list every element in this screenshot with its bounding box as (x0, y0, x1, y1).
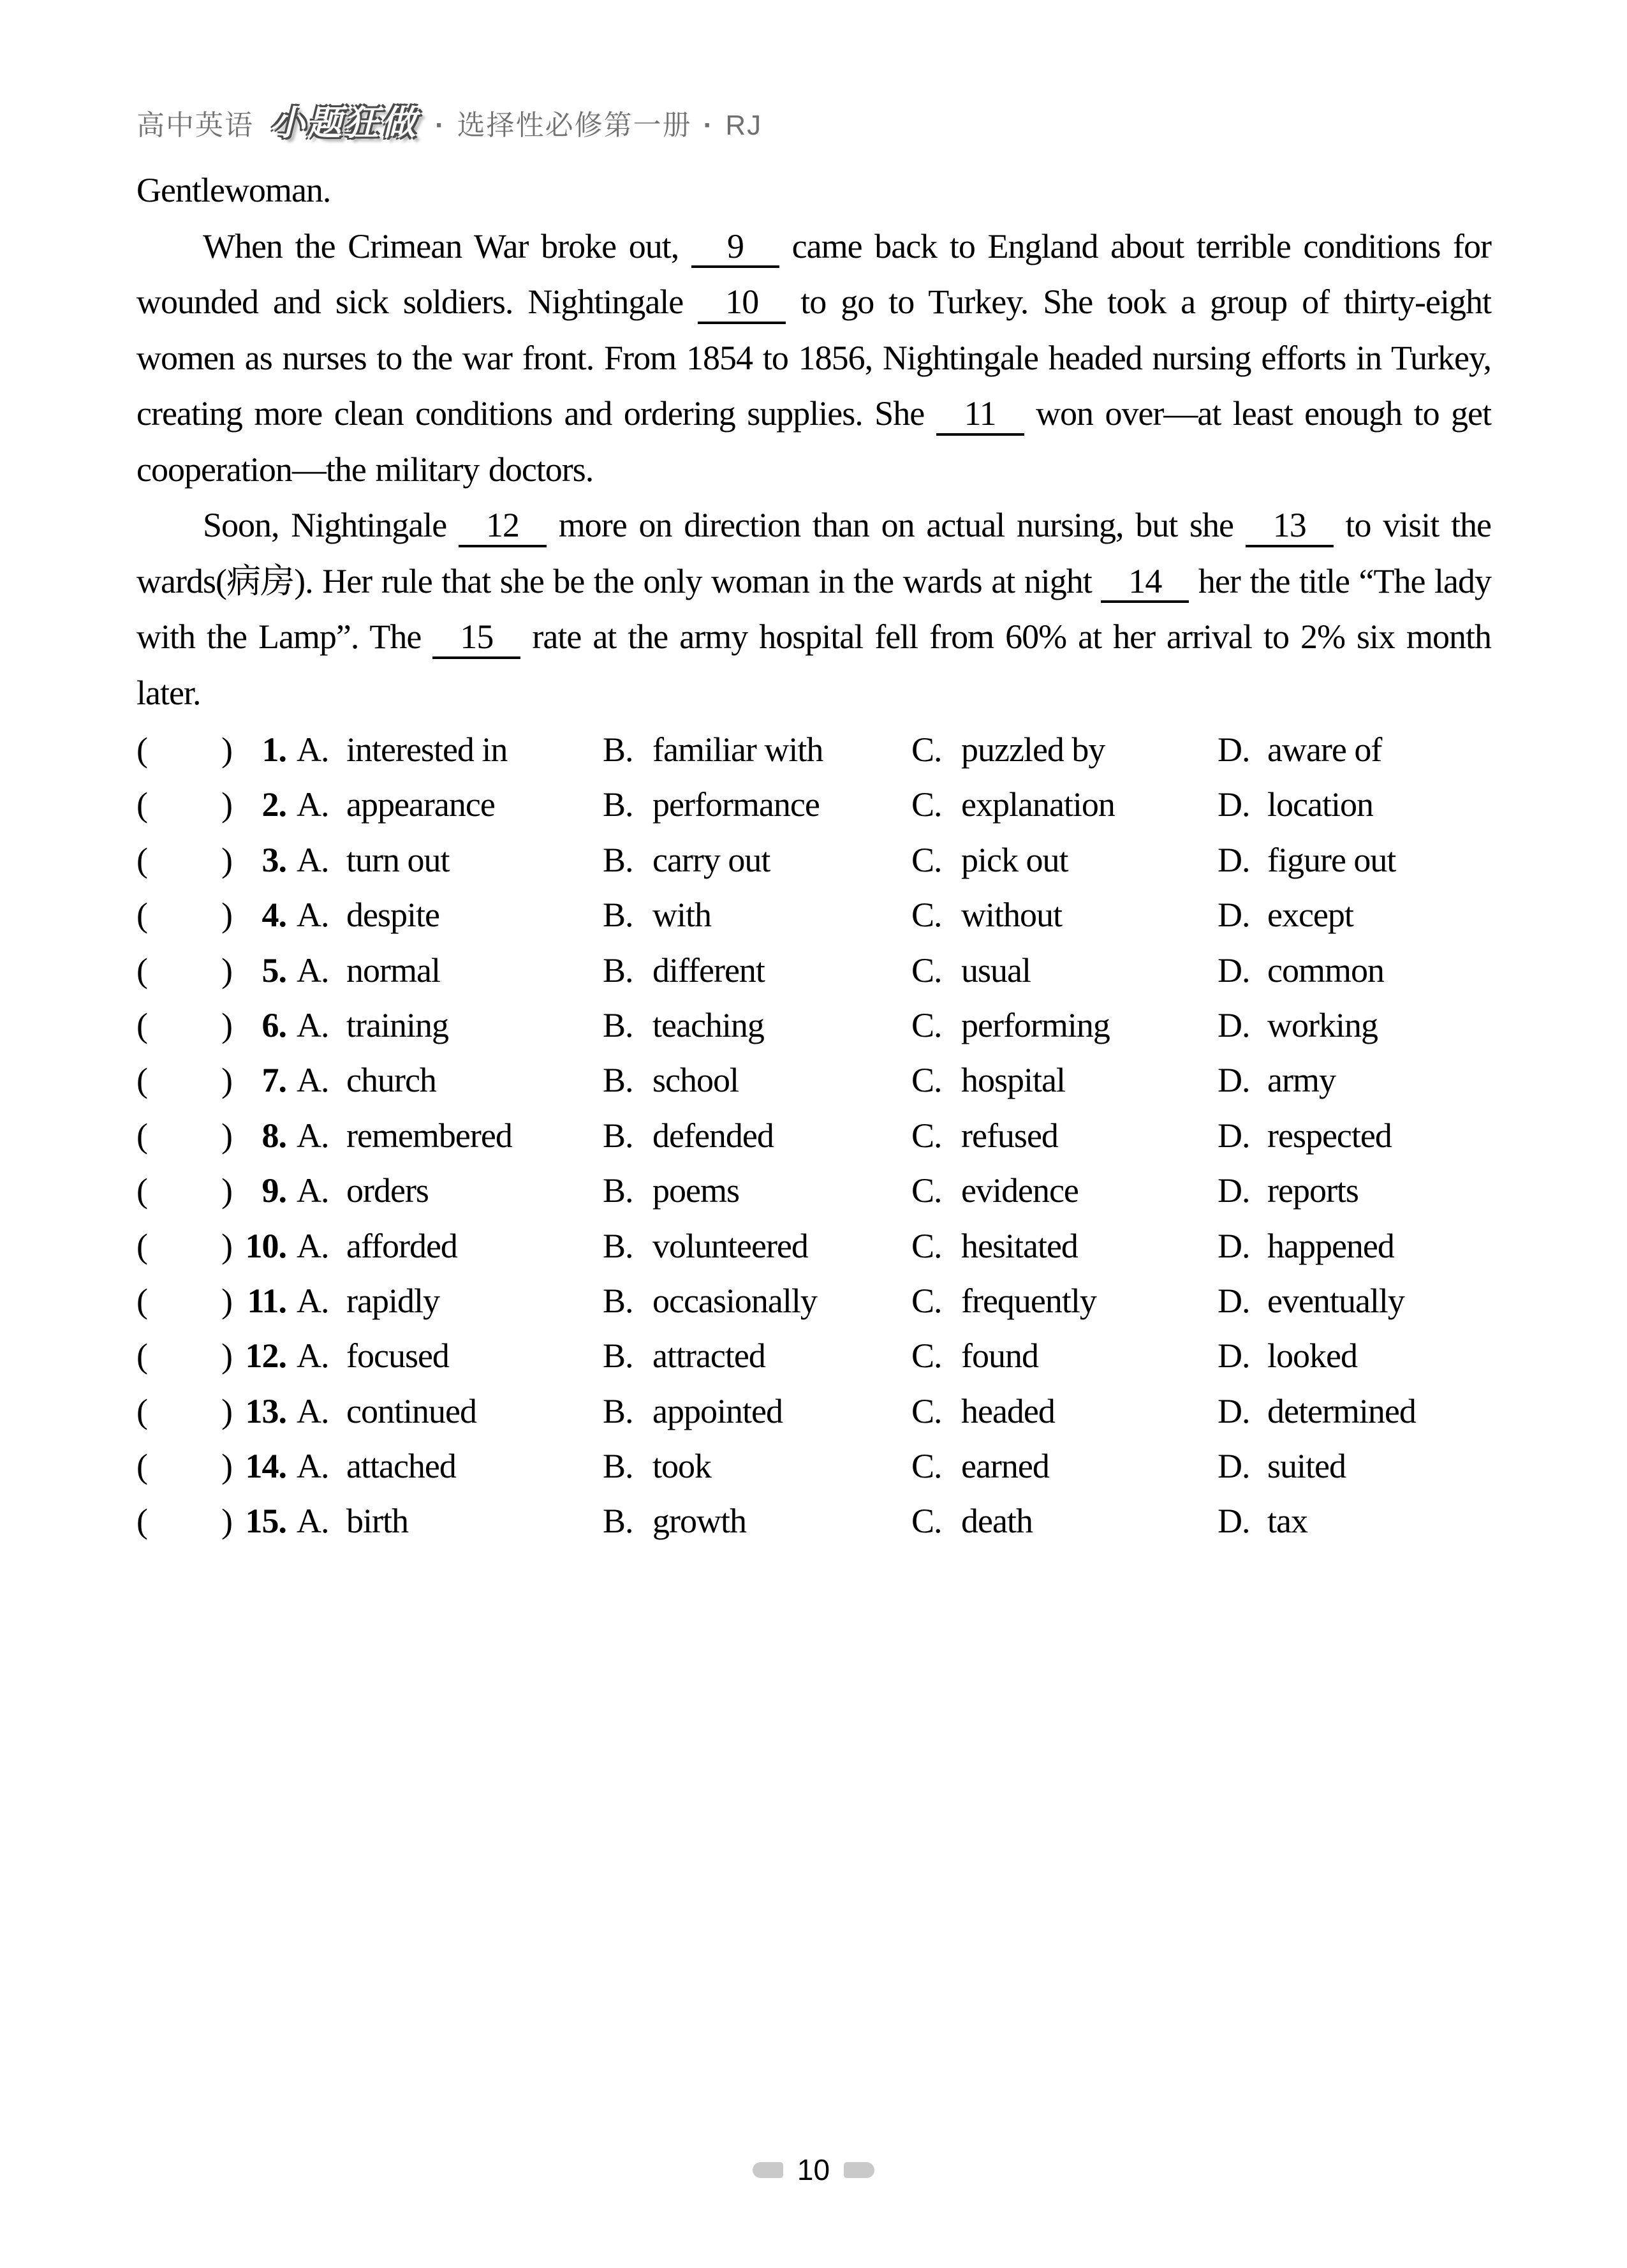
question-number: 1. (261, 730, 286, 769)
option-text: earned (961, 1447, 1049, 1486)
option-b (603, 722, 911, 777)
option-a (297, 1384, 603, 1439)
answer-paren-open: ( (136, 1061, 147, 1100)
option-letter: A. (297, 1226, 329, 1265)
option-text: pick out (961, 840, 1068, 879)
answer-paren-close: ) (221, 1337, 232, 1375)
option-letter: B. (603, 1171, 633, 1210)
option-text: eventually (1267, 1281, 1404, 1320)
question-row-3 (136, 833, 1491, 887)
option-b (603, 1219, 911, 1273)
option-text: with (652, 896, 712, 935)
option-text: refused (961, 1116, 1058, 1155)
option-letter: A. (297, 1502, 329, 1541)
option-text: poems (652, 1171, 739, 1210)
option-letter: C. (911, 1502, 942, 1541)
option-text: school (652, 1061, 739, 1100)
question-number: 14. (245, 1447, 286, 1486)
cloze-blank-9: 9 (691, 228, 779, 269)
answer-paren-open: ( (136, 1005, 147, 1044)
option-text: church (346, 1061, 436, 1100)
question-number: 5. (261, 951, 286, 989)
answer-paren-open: ( (136, 951, 147, 989)
option-c (911, 833, 1218, 887)
answer-head (136, 722, 297, 777)
option-c (911, 1163, 1218, 1218)
option-letter: C. (911, 1447, 942, 1486)
option-text: tax (1267, 1502, 1307, 1541)
cloze-blank-10: 10 (698, 284, 786, 324)
page-content (136, 163, 1491, 1549)
text-run: came back to England about terrible conditions for wounded and sick soldiers. Nightingale (136, 226, 1491, 321)
option-text: attracted (652, 1337, 765, 1375)
text-run: Gentlewoman. (136, 171, 331, 209)
option-text: appearance (346, 785, 495, 824)
answer-head (136, 998, 297, 1053)
question-row-12 (136, 1328, 1491, 1383)
answer-paren-open: ( (136, 1171, 147, 1210)
question-row-4 (136, 887, 1491, 942)
answer-paren-open: ( (136, 730, 147, 769)
option-a (297, 1439, 603, 1493)
answer-paren-close: ) (221, 840, 232, 879)
option-a (297, 1108, 603, 1163)
answer-paren-open: ( (136, 840, 147, 879)
option-letter: C. (911, 1281, 942, 1320)
option-letter: B. (603, 1281, 633, 1320)
option-letter: D. (1218, 1116, 1250, 1155)
text-run: to visit the wards(病房). Her rule that she be the only woman in the wards at night (136, 506, 1492, 600)
option-d (1218, 777, 1491, 832)
option-letter: C. (911, 1391, 942, 1430)
option-text: appointed (652, 1391, 783, 1430)
option-text: took (652, 1447, 712, 1486)
option-letter: D. (1218, 730, 1250, 769)
option-a (297, 943, 603, 998)
question-row-5 (136, 943, 1491, 998)
text-run: When the Crimean War broke out, (203, 226, 691, 265)
option-text: growth (652, 1502, 746, 1541)
edition-code: RJ (725, 110, 763, 141)
book-title: 选择性必修第一册 (457, 110, 692, 141)
option-a (297, 1219, 603, 1273)
option-text: turn out (346, 840, 450, 879)
option-letter: A. (297, 1005, 329, 1044)
option-letter: D. (1218, 951, 1250, 989)
option-d (1218, 833, 1491, 887)
answer-paren-close: ) (221, 1502, 232, 1541)
option-b (603, 1053, 911, 1108)
answer-paren-open: ( (136, 1116, 147, 1155)
option-letter: C. (911, 1226, 942, 1265)
option-text: suited (1267, 1447, 1346, 1486)
question-list (136, 722, 1491, 1549)
question-row-10 (136, 1219, 1491, 1273)
option-letter: A. (297, 1116, 329, 1155)
option-text: death (961, 1502, 1033, 1541)
option-text: respected (1267, 1116, 1392, 1155)
option-text: normal (346, 951, 440, 989)
answer-head (136, 887, 297, 942)
question-number: 9. (261, 1171, 286, 1210)
option-d (1218, 1053, 1491, 1108)
option-letter: D. (1218, 1337, 1250, 1375)
option-text: determined (1267, 1391, 1416, 1430)
option-text: common (1267, 951, 1384, 989)
option-text: performing (961, 1005, 1110, 1044)
question-number: 15. (245, 1502, 286, 1541)
option-d (1218, 1328, 1491, 1383)
option-letter: D. (1218, 896, 1250, 935)
option-b (603, 777, 911, 832)
option-b (603, 1439, 911, 1493)
option-text: working (1267, 1005, 1378, 1044)
passage-paragraph (136, 219, 1491, 498)
option-c (911, 1053, 1218, 1108)
answer-paren-close: ) (221, 1226, 232, 1265)
option-letter: A. (297, 896, 329, 935)
option-a (297, 1273, 603, 1328)
answer-paren-close: ) (221, 1281, 232, 1320)
question-row-11 (136, 1273, 1491, 1328)
option-text: performance (652, 785, 820, 824)
option-b (603, 943, 911, 998)
separator-dot: · (703, 110, 714, 141)
option-text: remembered (346, 1116, 512, 1155)
text-run: rate at the army hospital fell from 60% at her arrival to 2% six month later. (136, 618, 1491, 712)
option-b (603, 833, 911, 887)
option-d (1218, 1108, 1491, 1163)
option-text: hesitated (961, 1226, 1078, 1265)
option-text: frequently (961, 1281, 1096, 1320)
answer-paren-close: ) (221, 951, 232, 989)
question-number: 8. (261, 1116, 286, 1155)
answer-paren-close: ) (221, 1171, 232, 1210)
option-c (911, 722, 1218, 777)
option-letter: C. (911, 896, 942, 935)
answer-head (136, 1384, 297, 1439)
option-c (911, 1108, 1218, 1163)
answer-head (136, 1328, 297, 1383)
option-letter: C. (911, 840, 942, 879)
course-name: 高中英语 (136, 110, 254, 141)
option-text: figure out (1267, 840, 1396, 879)
answer-head (136, 1163, 297, 1218)
option-d (1218, 1384, 1491, 1439)
option-text: different (652, 951, 765, 989)
answer-paren-close: ) (221, 785, 232, 824)
option-letter: D. (1218, 1281, 1250, 1320)
option-c (911, 777, 1218, 832)
answer-paren-close: ) (221, 1005, 232, 1044)
answer-head (136, 1493, 297, 1548)
option-a (297, 1053, 603, 1108)
answer-paren-open: ( (136, 1226, 147, 1265)
option-b (603, 887, 911, 942)
answer-paren-open: ( (136, 1281, 147, 1320)
option-letter: A. (297, 1281, 329, 1320)
cloze-blank-13: 13 (1246, 507, 1334, 547)
cloze-blank-12: 12 (459, 507, 547, 547)
question-number: 2. (261, 785, 286, 824)
question-row-13 (136, 1384, 1491, 1439)
option-c (911, 943, 1218, 998)
option-text: army (1267, 1061, 1336, 1100)
answer-head (136, 1273, 297, 1328)
option-letter: B. (603, 840, 633, 879)
option-text: except (1267, 896, 1353, 935)
question-number: 13. (245, 1391, 286, 1430)
option-text: occasionally (652, 1281, 817, 1320)
option-b (603, 1493, 911, 1548)
option-text: interested in (346, 730, 508, 769)
text-run: won over—at least enough to get cooperation—the military doctors. (136, 394, 1491, 489)
question-row-15 (136, 1493, 1491, 1548)
option-letter: A. (297, 951, 329, 989)
option-letter: B. (603, 1005, 633, 1044)
option-text: orders (346, 1171, 429, 1210)
option-letter: D. (1218, 1171, 1250, 1210)
option-letter: C. (911, 1337, 942, 1375)
answer-head (136, 833, 297, 887)
option-b (603, 998, 911, 1053)
option-d (1218, 887, 1491, 942)
page-number: 10 (797, 2153, 830, 2186)
option-letter: D. (1218, 1005, 1250, 1044)
option-a (297, 998, 603, 1053)
option-letter: C. (911, 730, 942, 769)
option-letter: D. (1218, 1226, 1250, 1265)
option-text: attached (346, 1447, 456, 1486)
text-run: Soon, Nightingale (203, 506, 459, 544)
option-d (1218, 1493, 1491, 1548)
answer-paren-close: ) (221, 896, 232, 935)
question-number: 4. (261, 896, 286, 935)
cloze-passage (136, 163, 1491, 721)
option-a (297, 777, 603, 832)
option-a (297, 1493, 603, 1548)
option-b (603, 1273, 911, 1328)
option-text: birth (346, 1502, 408, 1541)
option-letter: C. (911, 951, 942, 989)
option-letter: C. (911, 1005, 942, 1044)
question-number: 10. (245, 1226, 286, 1265)
option-a (297, 887, 603, 942)
option-text: familiar with (652, 730, 823, 769)
answer-paren-close: ) (221, 1391, 232, 1430)
option-letter: C. (911, 1171, 942, 1210)
option-text: hospital (961, 1061, 1065, 1100)
option-d (1218, 722, 1491, 777)
option-a (297, 1328, 603, 1383)
page-footer (0, 2153, 1627, 2187)
option-c (911, 998, 1218, 1053)
answer-head (136, 1053, 297, 1108)
option-d (1218, 1163, 1491, 1218)
answer-paren-open: ( (136, 896, 147, 935)
answer-paren-close: ) (221, 730, 232, 769)
option-letter: C. (911, 785, 942, 824)
option-c (911, 1493, 1218, 1548)
option-letter: A. (297, 1171, 329, 1210)
option-b (603, 1108, 911, 1163)
option-text: reports (1267, 1171, 1358, 1210)
option-b (603, 1163, 911, 1218)
option-letter: B. (603, 1226, 633, 1265)
option-text: usual (961, 951, 1031, 989)
option-letter: A. (297, 730, 329, 769)
option-letter: B. (603, 1061, 633, 1100)
option-letter: D. (1218, 840, 1250, 879)
option-a (297, 722, 603, 777)
question-number: 12. (245, 1337, 286, 1375)
option-letter: B. (603, 896, 633, 935)
option-text: carry out (652, 840, 770, 879)
option-text: headed (961, 1391, 1055, 1430)
option-c (911, 1328, 1218, 1383)
option-c (911, 1219, 1218, 1273)
option-d (1218, 1273, 1491, 1328)
option-d (1218, 943, 1491, 998)
option-letter: A. (297, 785, 329, 824)
option-d (1218, 1219, 1491, 1273)
option-text: continued (346, 1391, 476, 1430)
cloze-blank-15: 15 (432, 619, 520, 659)
option-text: location (1267, 785, 1373, 824)
option-letter: B. (603, 785, 633, 824)
answer-paren-open: ( (136, 1391, 147, 1430)
option-letter: B. (603, 951, 633, 989)
separator-dot: · (435, 110, 446, 141)
option-text: explanation (961, 785, 1115, 824)
option-letter: B. (603, 1391, 633, 1430)
option-b (603, 1384, 911, 1439)
option-b (603, 1328, 911, 1383)
question-number: 3. (261, 840, 286, 879)
option-c (911, 1439, 1218, 1493)
question-number: 11. (247, 1281, 286, 1320)
option-d (1218, 1439, 1491, 1493)
option-letter: C. (911, 1061, 942, 1100)
cloze-blank-11: 11 (936, 396, 1024, 436)
option-text: puzzled by (961, 730, 1105, 769)
answer-head (136, 1108, 297, 1163)
footer-pill-left (753, 2162, 783, 2178)
question-row-14 (136, 1439, 1491, 1493)
answer-paren-open: ( (136, 1502, 147, 1541)
passage-paragraph (136, 163, 1491, 219)
question-number: 7. (261, 1061, 286, 1100)
text-run: more on direction than on actual nursing, but she (546, 506, 1246, 544)
answer-head (136, 1439, 297, 1493)
option-text: rapidly (346, 1281, 439, 1320)
option-letter: A. (297, 1447, 329, 1486)
question-row-1 (136, 722, 1491, 777)
option-letter: A. (297, 840, 329, 879)
option-text: looked (1267, 1337, 1357, 1375)
text-run: to go to Turkey. She took a group of thirty-eight women as nurses to the war front. From 1854 to 1856, Nightingale headed nursing efforts in Turkey, creating more clean conditions and ordering supplies. She (136, 283, 1491, 433)
option-letter: B. (603, 1116, 633, 1155)
passage-paragraph (136, 498, 1491, 721)
option-letter: D. (1218, 1502, 1250, 1541)
option-letter: A. (297, 1337, 329, 1375)
series-logo: 小题狂做 (270, 104, 418, 142)
option-letter: A. (297, 1391, 329, 1430)
option-text: defended (652, 1116, 774, 1155)
option-letter: B. (603, 1337, 633, 1375)
question-row-9 (136, 1163, 1491, 1218)
option-text: without (961, 896, 1063, 935)
answer-paren-close: ) (221, 1116, 232, 1155)
question-row-2 (136, 777, 1491, 832)
option-c (911, 1273, 1218, 1328)
answer-paren-close: ) (221, 1061, 232, 1100)
option-text: teaching (652, 1005, 764, 1044)
option-letter: D. (1218, 785, 1250, 824)
page-header (136, 96, 762, 145)
option-letter: A. (297, 1061, 329, 1100)
option-text: focused (346, 1337, 449, 1375)
cloze-blank-14: 14 (1101, 563, 1189, 604)
answer-paren-open: ( (136, 785, 147, 824)
option-a (297, 833, 603, 887)
option-letter: B. (603, 1447, 633, 1486)
option-letter: D. (1218, 1061, 1250, 1100)
question-row-8 (136, 1108, 1491, 1163)
answer-head (136, 777, 297, 832)
option-letter: D. (1218, 1391, 1250, 1430)
option-letter: B. (603, 1502, 633, 1541)
option-text: happened (1267, 1226, 1394, 1265)
answer-head (136, 1219, 297, 1273)
option-text: volunteered (652, 1226, 808, 1265)
option-text: found (961, 1337, 1038, 1375)
option-text: despite (346, 896, 439, 935)
option-d (1218, 998, 1491, 1053)
option-c (911, 887, 1218, 942)
answer-paren-open: ( (136, 1337, 147, 1375)
answer-paren-close: ) (221, 1447, 232, 1486)
option-a (297, 1163, 603, 1218)
answer-paren-open: ( (136, 1447, 147, 1486)
option-text: afforded (346, 1226, 457, 1265)
option-text: aware of (1267, 730, 1382, 769)
text-run: her the title “The lady with the Lamp”. The (136, 561, 1491, 656)
option-text: training (346, 1005, 448, 1044)
answer-head (136, 943, 297, 998)
option-letter: D. (1218, 1447, 1250, 1486)
question-row-7 (136, 1053, 1491, 1108)
option-letter: B. (603, 730, 633, 769)
option-c (911, 1384, 1218, 1439)
question-row-6 (136, 998, 1491, 1053)
option-letter: C. (911, 1116, 942, 1155)
option-text: evidence (961, 1171, 1079, 1210)
question-number: 6. (261, 1005, 286, 1044)
footer-pill-right (844, 2162, 874, 2178)
